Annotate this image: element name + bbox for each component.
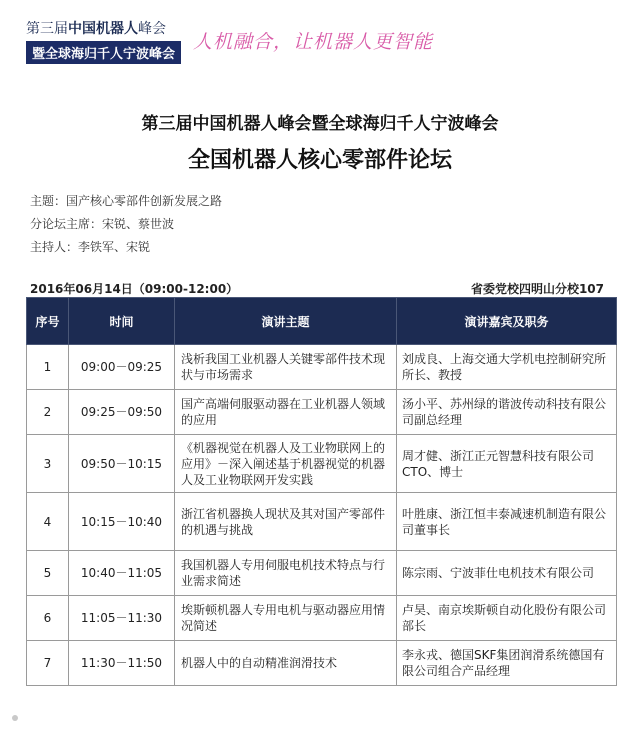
row-speaker: 汤小平、苏州绿的谐波传动科技有限公司副总经理	[397, 390, 617, 435]
table-row	[27, 551, 617, 596]
header-topic: 演讲主题	[175, 298, 397, 345]
table-header-row	[27, 298, 617, 345]
logo-prefix: 第三届	[26, 21, 68, 37]
forum-host: 主持人：李铁军、宋锐	[30, 240, 151, 254]
summit-logo	[26, 18, 178, 64]
row-time: 10:15－10:40	[69, 493, 175, 551]
row-time: 11:30－11:50	[69, 641, 175, 686]
forum-chairs: 分论坛主席：宋锐、蔡世波	[30, 217, 175, 231]
logo-line-2: 暨全球海归千人宁波峰会	[26, 41, 181, 64]
table-row	[27, 345, 617, 390]
page-title: 第三届中国机器人峰会暨全球海归千人宁波峰会	[141, 114, 499, 134]
schedule-table	[26, 297, 617, 686]
header-num: 序号	[27, 298, 69, 345]
table-row	[27, 493, 617, 551]
logo-line-1	[26, 18, 178, 38]
header-speaker: 演讲嘉宾及职务	[397, 298, 617, 345]
row-topic: 浙江省机器换人现状及其对国产零部件的机遇与挑战	[175, 493, 397, 551]
row-speaker: 叶胜康、浙江恒丰泰减速机制造有限公司董事长	[397, 493, 617, 551]
row-time: 09:25－09:50	[69, 390, 175, 435]
row-num: 1	[27, 345, 69, 390]
header-time: 时间	[69, 298, 175, 345]
row-num: 7	[27, 641, 69, 686]
row-num: 5	[27, 551, 69, 596]
row-num: 2	[27, 390, 69, 435]
row-time: 09:00－09:25	[69, 345, 175, 390]
row-topic: 我国机器人专用伺服电机技术特点与行业需求简述	[175, 551, 397, 596]
row-topic: 《机器视觉在机器人及工业物联网上的应用》－深入阐述基于机器视觉的机器人及工业物联网开发实践	[175, 435, 397, 493]
row-time: 11:05－11:30	[69, 596, 175, 641]
schedule-venue: 省委党校四明山分校107	[470, 282, 604, 296]
row-topic: 机器人中的自动精准润滑技术	[175, 641, 397, 686]
row-num: 4	[27, 493, 69, 551]
row-speaker: 李永戎、德国SKF集团润滑系统德国有限公司组合产品经理	[397, 641, 617, 686]
row-topic: 埃斯顿机器人专用电机与驱动器应用情况简述	[175, 596, 397, 641]
logo-suffix: 峰会	[138, 21, 166, 37]
row-topic: 国产高端伺服驱动器在工业机器人领域的应用	[175, 390, 397, 435]
row-speaker: 卢昊、南京埃斯顿自动化股份有限公司部长	[397, 596, 617, 641]
forum-title: 全国机器人核心零部件论坛	[187, 148, 452, 173]
table-row	[27, 390, 617, 435]
table-row	[27, 641, 617, 686]
row-time: 10:40－11:05	[69, 551, 175, 596]
row-speaker: 刘成良、上海交通大学机电控制研究所所长、教授	[397, 345, 617, 390]
row-num: 3	[27, 435, 69, 493]
logo-bold: 中国机器人	[68, 21, 138, 37]
row-num: 6	[27, 596, 69, 641]
row-speaker: 周才健、浙江正元智慧科技有限公司CTO、博士	[397, 435, 617, 493]
corner-dot-icon	[12, 715, 18, 721]
row-speaker: 陈宗雨、宁波菲仕电机技术有限公司	[397, 551, 617, 596]
schedule-date: 2016年06月14日（09:00-12:00）	[30, 282, 239, 296]
table-row	[27, 435, 617, 493]
table-row	[27, 596, 617, 641]
row-topic: 浅析我国工业机器人关键零部件技术现状与市场需求	[175, 345, 397, 390]
forum-theme: 主题：国产核心零部件创新发展之路	[30, 194, 223, 208]
slogan: 人机融合，让机器人更智能	[193, 31, 434, 53]
row-time: 09:50－10:15	[69, 435, 175, 493]
